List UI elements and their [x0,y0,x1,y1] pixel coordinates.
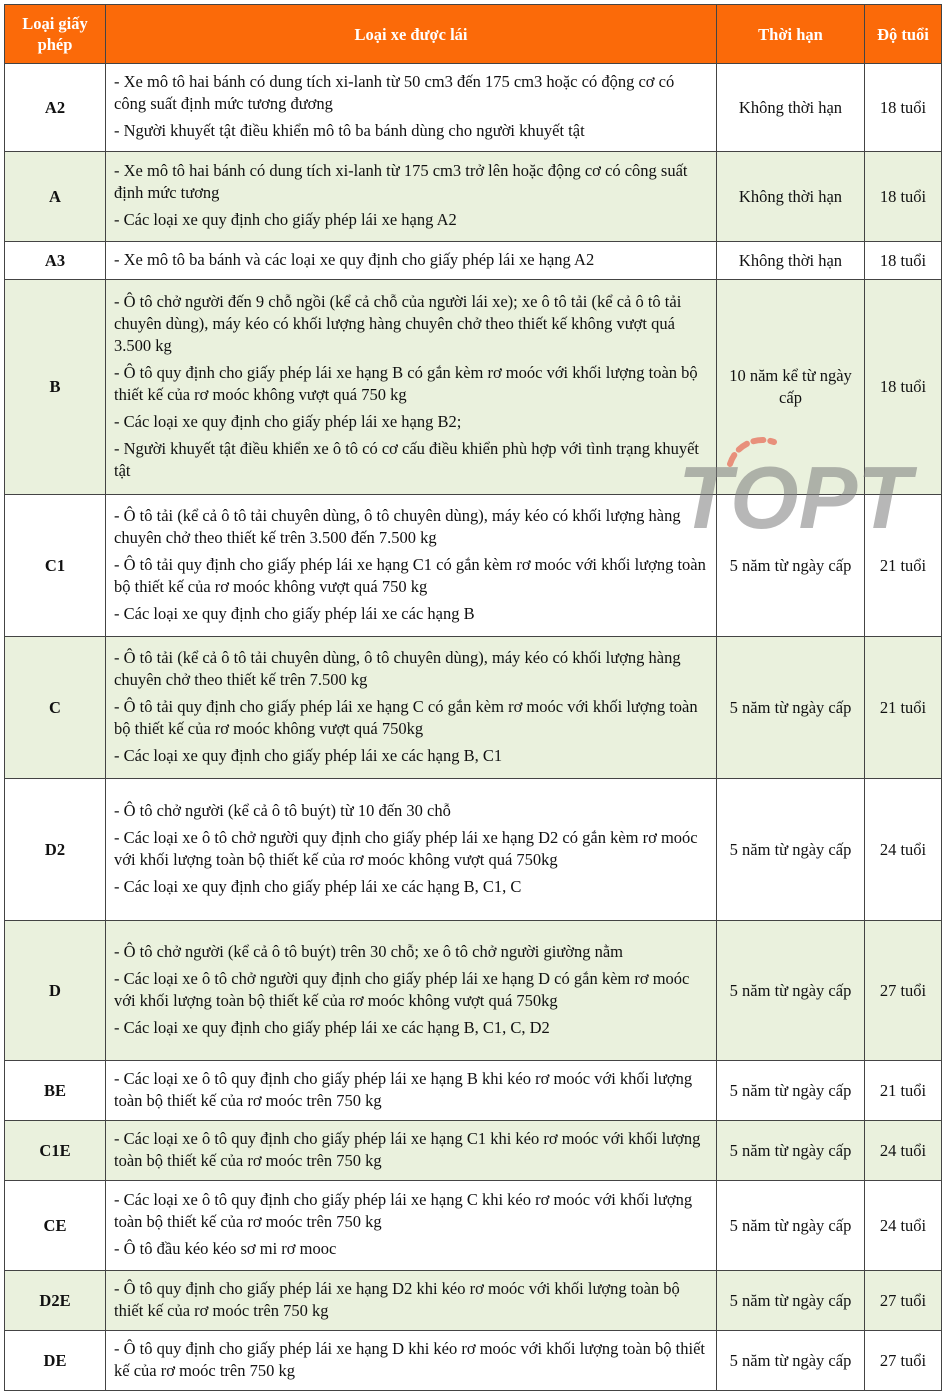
license-class-cell: D2E [5,1271,106,1331]
vehicles-cell [106,779,717,921]
term-cell: Không thời hạn [717,152,865,242]
vehicles-cell [106,242,717,280]
term-cell: 5 năm từ ngày cấp [717,1181,865,1271]
header-license-class: Loại giấy phép [5,5,106,64]
license-class-cell: D2 [5,779,106,921]
vehicle-line: - Người khuyết tật điều khiển mô tô ba bánh dùng cho người khuyết tật [114,121,585,140]
vehicles-cell [106,921,717,1061]
age-cell: 18 tuổi [865,242,942,280]
table-row [5,1181,942,1271]
vehicle-line: - Các loại xe ô tô quy định cho giấy phép lái xe hạng C khi kéo rơ moóc với khối lượng toàn bộ thiết kế của rơ moóc trên 750 kg [114,1190,693,1231]
vehicle-line: - Ô tô quy định cho giấy phép lái xe hạng D2 khi kéo rơ moóc với khối lượng toàn bộ thiết kế của rơ moóc trên 750 kg [114,1278,680,1320]
vehicles-cell [106,1331,717,1391]
term-cell: 5 năm từ ngày cấp [717,1061,865,1121]
vehicle-line: - Ô tô quy định cho giấy phép lái xe hạng D khi kéo rơ moóc với khối lượng toàn bộ thiết kế của rơ moóc trên 750 kg [114,1338,705,1380]
vehicle-line: - Ô tô đầu kéo kéo sơ mi rơ mooc [114,1239,337,1258]
table-row [5,280,942,495]
vehicles-cell [106,1271,717,1331]
vehicle-line: - Ô tô tải (kể cả ô tô tải chuyên dùng, ô tô chuyên dùng), máy kéo có khối lượng hàng chuyên chở theo thiết kế trên 7.500 kg [114,647,681,689]
vehicles-cell [106,495,717,637]
age-cell: 21 tuổi [865,637,942,779]
term-cell: 5 năm từ ngày cấp [717,1331,865,1391]
table-row [5,1271,942,1331]
vehicles-cell [106,1121,717,1181]
age-cell: 24 tuổi [865,779,942,921]
watermark-text: TOPT [678,448,912,538]
vehicles-cell [106,280,717,495]
vehicle-line: - Các loại xe ô tô quy định cho giấy phép lái xe hạng C1 khi kéo rơ moóc với khối lượng toàn bộ thiết kế của rơ moóc trên 750 kg [114,1128,701,1170]
age-cell: 18 tuổi [865,152,942,242]
license-class-cell: B [5,280,106,495]
vehicle-line: - Các loại xe quy định cho giấy phép lái xe các hạng B, C1, C [114,876,522,896]
term-cell: 5 năm từ ngày cấp [717,495,865,637]
header-term: Thời hạn [717,5,865,64]
license-class-cell: C [5,637,106,779]
vehicle-line: - Các loại xe quy định cho giấy phép lái xe hạng B2; [114,411,462,431]
term-cell: 5 năm từ ngày cấp [717,1121,865,1181]
age-cell: 21 tuổi [865,1061,942,1121]
age-cell: 24 tuổi [865,1121,942,1181]
table-header-row [5,5,942,64]
table-row [5,637,942,779]
vehicles-cell [106,152,717,242]
vehicle-line: - Các loại xe ô tô quy định cho giấy phép lái xe hạng B khi kéo rơ moóc với khối lượng toàn bộ thiết kế của rơ moóc trên 750 kg [114,1068,693,1110]
vehicle-line: - Các loại xe quy định cho giấy phép lái xe các hạng B, C1, C, D2 [114,1017,550,1037]
vehicles-cell [106,637,717,779]
license-class-cell: A [5,152,106,242]
table-row [5,1061,942,1121]
term-cell: Không thời hạn [717,64,865,152]
license-class-cell: C1 [5,495,106,637]
vehicle-line: - Các loại xe ô tô chở người quy định cho giấy phép lái xe hạng D2 có gắn kèm rơ moóc với khối lượng toàn bộ thiết kế của rơ moóc không vượt quá 750kg [114,827,698,869]
term-cell: 10 năm kể từ ngày cấp [717,280,865,495]
vehicle-line: - Ô tô chở người đến 9 chỗ ngồi (kể cả chỗ của người lái xe); xe ô tô tải (kể cả ô tô tải chuyên dùng), máy kéo có khối lượng hàng chuyên chở theo thiết kế không vượt quá 3.500 kg [114,291,682,355]
vehicle-line: - Ô tô quy định cho giấy phép lái xe hạng B có gắn kèm rơ moóc với khối lượng toàn bộ thiết kế của rơ moóc không vượt quá 750 kg [114,362,698,404]
vehicle-line: - Ô tô chở người (kể cả ô tô buýt) trên 30 chỗ; xe ô tô chở người giường nằm [114,941,623,961]
term-cell: 5 năm từ ngày cấp [717,921,865,1061]
license-class-cell: DE [5,1331,106,1391]
table-row [5,64,942,152]
term-cell: Không thời hạn [717,242,865,280]
license-class-cell: A2 [5,64,106,152]
age-cell: 27 tuổi [865,1271,942,1331]
vehicle-line: - Các loại xe quy định cho giấy phép lái xe hạng A2 [114,210,457,229]
vehicles-cell [106,1181,717,1271]
table-row [5,152,942,242]
header-vehicles: Loại xe được lái [106,5,717,64]
vehicle-line: - Các loại xe quy định cho giấy phép lái xe các hạng B [114,603,475,623]
age-cell: 21 tuổi [865,495,942,637]
table-body [5,64,942,1391]
table-row [5,495,942,637]
license-table [4,4,942,1391]
license-class-cell: CE [5,1181,106,1271]
vehicle-line: - Người khuyết tật điều khiển xe ô tô có cơ cấu điều khiển phù hợp với tình trạng khuyết tật [114,438,700,480]
vehicle-line: - Ô tô tải quy định cho giấy phép lái xe hạng C1 có gắn kèm rơ moóc với khối lượng toàn bộ thiết kế của rơ moóc không vượt quá 750 kg [114,554,706,596]
license-class-cell: D [5,921,106,1061]
age-cell: 18 tuổi [865,64,942,152]
table-row [5,1331,942,1391]
vehicle-line: - Các loại xe ô tô chở người quy định cho giấy phép lái xe hạng D có gắn kèm rơ moóc với khối lượng toàn bộ thiết kế của rơ moóc không vượt quá 750kg [114,968,690,1010]
age-cell: 18 tuổi [865,280,942,495]
vehicle-line: - Xe mô tô hai bánh có dung tích xi-lanh từ 50 cm3 đến 175 cm3 hoặc có động cơ có công suất định mức tương đương [114,72,675,113]
vehicle-line: - Ô tô tải quy định cho giấy phép lái xe hạng C có gắn kèm rơ moóc với khối lượng toàn bộ thiết kế của rơ moóc không vượt quá 750kg [114,696,698,738]
vehicle-line: - Xe mô tô hai bánh có dung tích xi-lanh từ 175 cm3 trở lên hoặc động cơ có công suất định mức tương [114,161,688,202]
vehicle-line: - Ô tô chở người (kể cả ô tô buýt) từ 10 đến 30 chỗ [114,800,451,820]
license-class-cell: C1E [5,1121,106,1181]
term-cell: 5 năm từ ngày cấp [717,637,865,779]
age-cell: 27 tuổi [865,1331,942,1391]
term-cell: 5 năm từ ngày cấp [717,779,865,921]
license-class-cell: A3 [5,242,106,280]
table-row [5,779,942,921]
table-row [5,1121,942,1181]
vehicle-line: - Xe mô tô ba bánh và các loại xe quy định cho giấy phép lái xe hạng A2 [114,249,595,269]
term-cell: 5 năm từ ngày cấp [717,1271,865,1331]
vehicle-line: - Ô tô tải (kể cả ô tô tải chuyên dùng, ô tô chuyên dùng), máy kéo có khối lượng hàng chuyên chở theo thiết kế trên 3.500 đến 7.500 kg [114,505,681,547]
header-age: Độ tuổi [865,5,942,64]
vehicle-line: - Các loại xe quy định cho giấy phép lái xe các hạng B, C1 [114,745,503,765]
table-row [5,921,942,1061]
age-cell: 24 tuổi [865,1181,942,1271]
table-row [5,242,942,280]
age-cell: 27 tuổi [865,921,942,1061]
license-class-cell: BE [5,1061,106,1121]
vehicles-cell [106,64,717,152]
vehicles-cell [106,1061,717,1121]
